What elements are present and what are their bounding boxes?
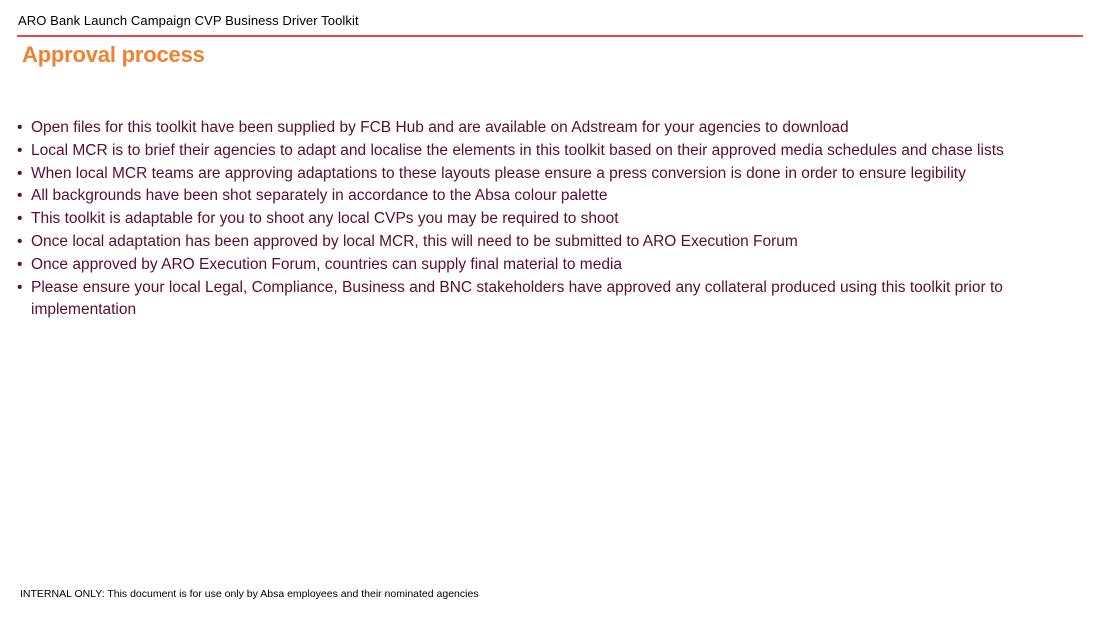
list-item-text: When local MCR teams are approving adaptations to these layouts please ensure a press conversion is done in order to ensure legibility [31, 164, 966, 182]
page-title: Approval process [22, 42, 205, 67]
header-divider [17, 35, 1083, 37]
list-item-text: All backgrounds have been shot separately in accordance to the Absa colour palette [31, 187, 608, 205]
list-item-text: This toolkit is adaptable for you to shoot any local CVPs you may be required to shoot [31, 210, 619, 228]
list-item [17, 254, 1017, 277]
bullet-icon: • [17, 232, 23, 250]
bullet-icon: • [17, 255, 23, 273]
bullet-icon: • [17, 119, 23, 136]
list-item [17, 140, 1017, 163]
internal-only-footer: INTERNAL ONLY: This document is for use only by Absa employees and their nominated agencies [20, 588, 479, 600]
list-item-text: Local MCR is to brief their agencies to adapt and localise the elements in this toolkit based on their approved media schedules and chase lists [31, 141, 1004, 159]
list-item [17, 208, 1017, 231]
list-item-text: Once approved by ARO Execution Forum, countries can supply final material to media [31, 255, 623, 273]
list-item [17, 277, 1017, 323]
list-item-text: Once local adaptation has been approved by local MCR, this will need to be submitted to ARO Execution Forum [31, 232, 798, 250]
list-item [17, 231, 1017, 254]
bullet-icon: • [17, 141, 23, 159]
bullet-icon: • [17, 187, 23, 205]
list-item-text: Please ensure your local Legal, Compliance, Business and BNC stakeholders have approved any collateral produced using this toolkit prior to implementation [31, 278, 1003, 319]
list-item [17, 117, 1017, 140]
list-item [17, 185, 1017, 208]
list-item [17, 163, 1017, 186]
document-header-title: ARO Bank Launch Campaign CVP Business Driver Toolkit [18, 13, 359, 28]
bullet-icon: • [17, 278, 23, 296]
bullet-icon: • [17, 164, 23, 182]
approval-steps-list [17, 117, 1017, 322]
bullet-icon: • [17, 210, 23, 228]
list-item-text: Open files for this toolkit have been supplied by FCB Hub and are available on Adstream for your agencies to download [31, 119, 849, 136]
